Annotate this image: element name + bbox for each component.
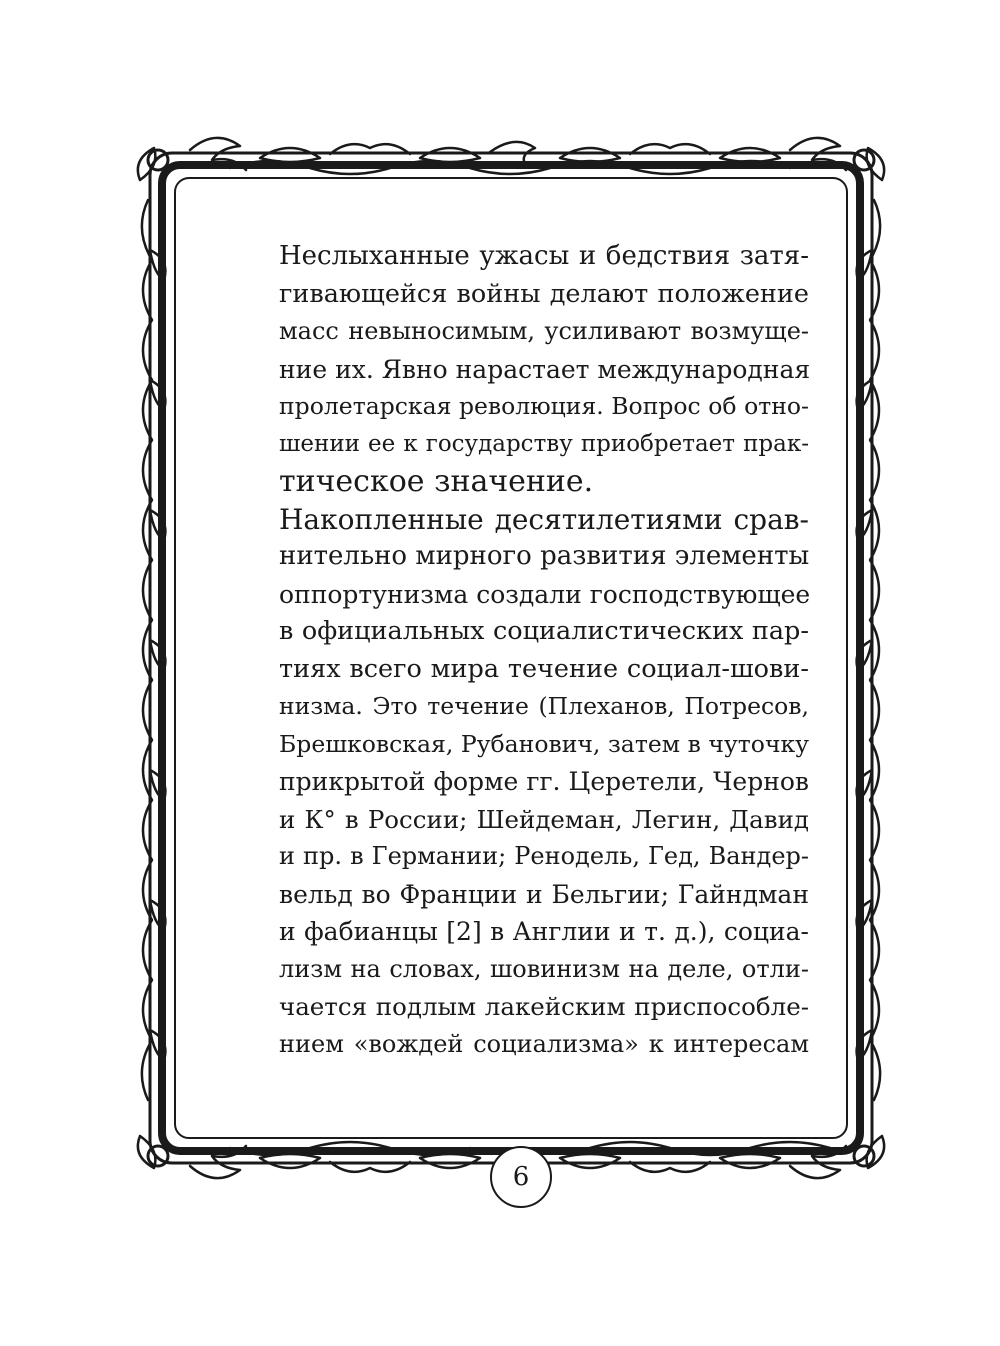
text-line: шении ее к государству приобретает прак-: [279, 430, 809, 457]
text-line: лизм на словах, шовинизм на деле, отли-: [279, 954, 809, 983]
text-line: чается подлым лакейским приспособле-: [279, 992, 809, 1021]
text-line: и К° в России; Шейдеман, Легин, Давид: [279, 804, 809, 834]
paragraph-2: [231, 501, 809, 1064]
text-line: вельд во Франции и Бельгии; Гайндман: [279, 879, 809, 909]
text-line: прикрытой форме гг. Церетели, Чернов: [279, 767, 809, 796]
text-line: тиях всего мира течение социал-шови-: [279, 653, 809, 684]
text-line: гивающейся войны делают положение: [279, 278, 809, 309]
text-line: масс невыносимым, усиливают возмуще-: [279, 317, 809, 345]
text-line: и пр. в Германии; Ренодель, Гед, Вандер-: [279, 842, 809, 870]
text-line: в официальных социалистических пар-: [279, 616, 809, 646]
text-line: оппортунизма создали господствующее: [279, 579, 811, 609]
text-line: низма. Это течение (Плеханов, Потресов,: [279, 692, 809, 720]
text-line: Накопленные десятилетиями срав-: [279, 502, 809, 536]
text-line: тическое значение.: [279, 464, 594, 499]
text-line: пролетарская революция. Вопрос об отно-: [279, 392, 809, 420]
paragraph-1: [231, 238, 809, 501]
page-number-badge: [490, 1146, 552, 1208]
text-line: нительно мирного развития элементы: [279, 541, 810, 571]
text-line: нием «вождей социализма» к интересам: [279, 1029, 809, 1058]
page-number: 6: [512, 1162, 530, 1192]
page-body: [231, 238, 809, 1063]
text-line: и фабианцы [2] в Англии и т. д.), социа-: [279, 917, 809, 946]
text-line: ние их. Явно нарастает международная: [279, 354, 811, 384]
text-line: Неслыханные ужасы и бедствия затя-: [279, 241, 809, 271]
text-line: Брешковская, Рубанович, затем в чуточку: [279, 729, 809, 758]
